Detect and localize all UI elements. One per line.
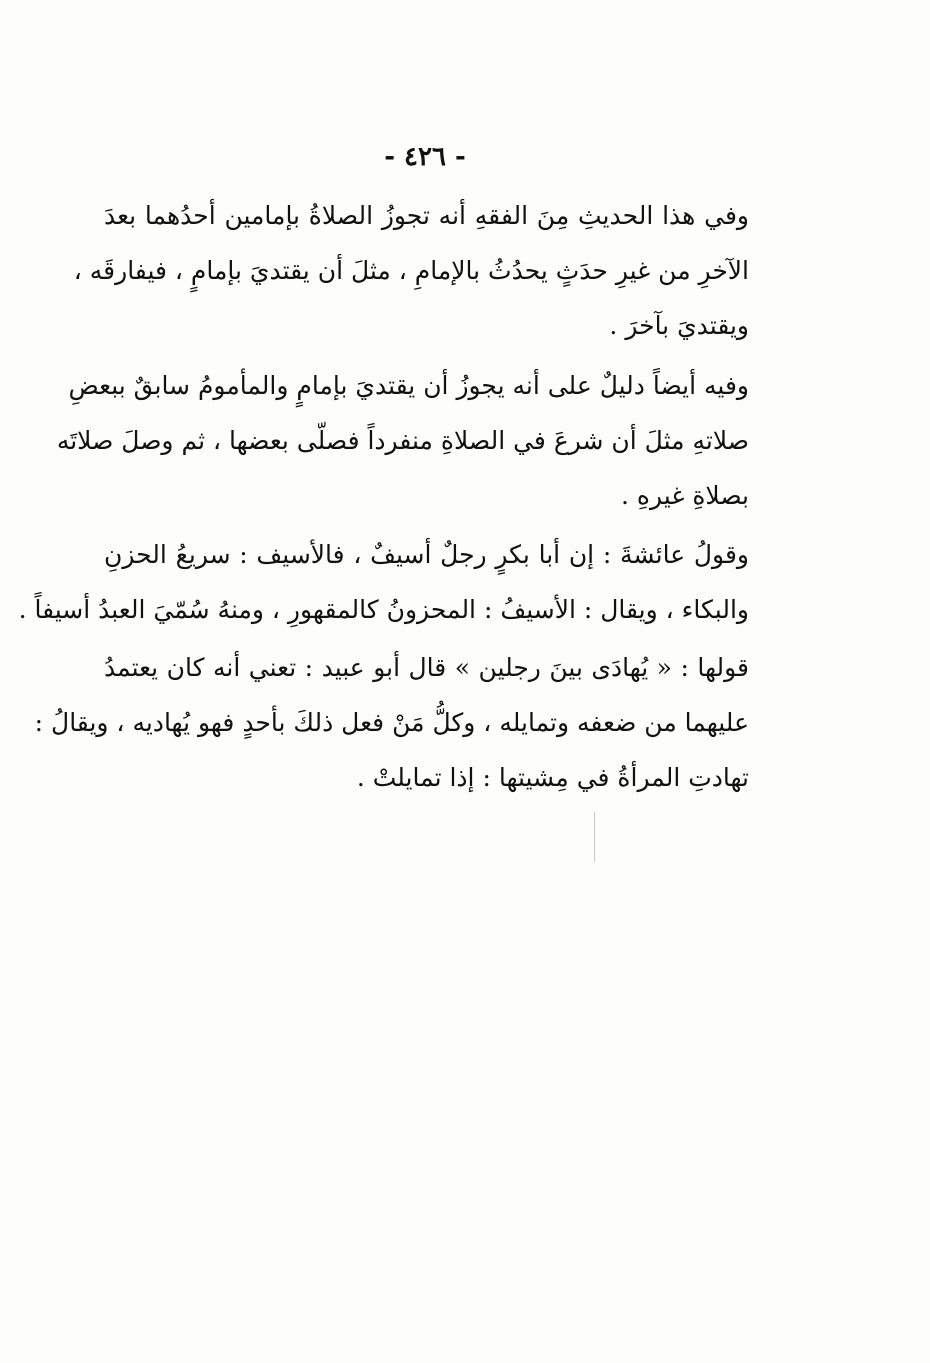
page-number: - ٤٢٦ - xyxy=(384,142,466,172)
paragraph-line: صلاتهِ مثلَ أن شرعَ في الصلاةِ منفرداً فصلّى بعضها ، ثم وصلَ صلاتَه xyxy=(56,426,749,455)
paragraph-line: وفيه أيضاً دليلٌ على أنه يجوزُ أن يقتديَ بإمامٍ والمأمومُ سابقٌ ببعضِ xyxy=(68,371,749,400)
paragraph-line: والبكاء ، ويقال : الأسيفُ : المحزونُ كالمقهورِ ، ومنهُ سُمّيَ العبدُ أسيفاً . xyxy=(18,595,749,624)
paragraph-1 xyxy=(73,188,749,353)
paragraph-line: وفي هذا الحديثِ مِنَ الفقهِ أنه تجوزُ الصلاةُ بإمامين أحدُهما بعدَ xyxy=(104,201,749,230)
paragraph-line: الآخرِ من غيرِ حدَثٍ يحدُثُ بالإمامِ ، مثلَ أن يقتديَ بإمامٍ ، فيفارقَه ، xyxy=(73,256,749,285)
paragraph-line: ويقتديَ بآخرَ . xyxy=(609,311,749,340)
paragraph-line: وقولُ عائشةَ : إن أبا بكرٍ رجلٌ أسيفٌ ، فالأسيف : سريعُ الحزنِ xyxy=(104,540,749,569)
scan-artifact-line xyxy=(594,812,595,862)
paragraph-2 xyxy=(56,358,749,523)
paragraph-3 xyxy=(18,527,749,637)
paragraph-line: قولها : « يُهادَى بينَ رجلين » قال أبو عبيد : تعني أنه كان يعتمدُ xyxy=(104,653,749,682)
paragraph-line: تهادتِ المرأةُ في مِشيتها : إذا تمايلتْ . xyxy=(356,763,749,792)
paragraph-4 xyxy=(34,640,749,805)
paragraph-line: عليهما من ضعفه وتمايله ، وكلُّ مَنْ فعل ذلكَ بأحدٍ فهو يُهاديه ، ويقالُ : xyxy=(34,708,749,737)
paragraph-line: بصلاةِ غيرهِ . xyxy=(620,481,749,510)
